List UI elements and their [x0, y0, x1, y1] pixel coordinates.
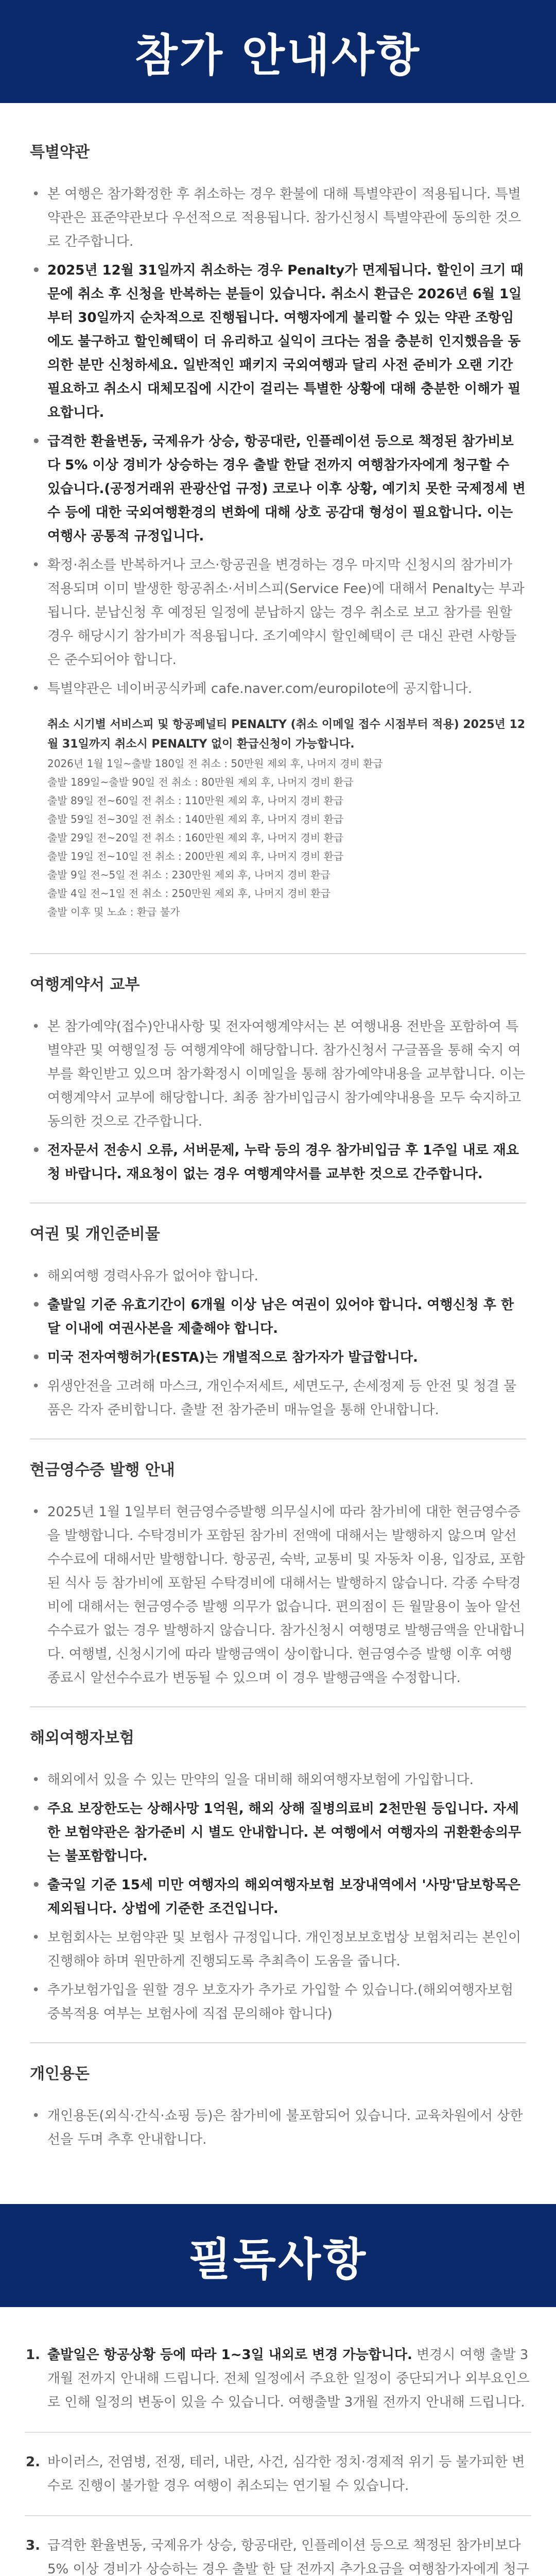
passport-block	[30, 1202, 526, 1438]
contract-list	[30, 1015, 526, 1186]
item-text: 변경시 여행 출발 3개월 전까지 안내해 드립니다. 전체 일정에서 주요한 일정이 중단되거나 외부요인으로 인해 일정의 변동이 있을 수 있습니다. 여행출발 3개월 전까지 안내해 드립니다.	[47, 2347, 530, 2410]
receipt-title: 현금영수증 발행 안내	[30, 1461, 175, 1479]
bullet-item: • 확정·취소를 반복하거나 코스·항공권을 변경하는 경우 마지막 신청시의 참가비가 적용되며 이미 발생한 항공취소·서비스피(Service Fee)에 대해서 Penalty는 부과됩니다. 분납신청 후 예정된 일정에 분납하지 않는 경우 취소로 보고 참가를 원할 경우 해당시기 참가비가 적용됩니다. 조기예약시 할인혜택이 큰 대신 관련 사항들은 준수되어야 합니다.	[30, 553, 526, 672]
item-text: 급격한 환율변동, 국제유가 상승, 항공대란, 인플레이션 등으로 책정된 참가비보다 5% 이상 경비가 상승하는 경우 출발 한 달 전까지 추가요금을 여행참가자에게 청구	[47, 2538, 529, 2576]
bullet-item: • 해외여행 경력사유가 없어야 합니다.	[30, 1264, 526, 1288]
must-read-title: 필독사항	[188, 2234, 368, 2285]
passport-list	[30, 1264, 526, 1422]
receipt-block	[30, 1438, 526, 1706]
receipt-list	[30, 1500, 526, 1690]
bullet-item: • 미국 전자여행허가(ESTA)는 개별적으로 참가자가 발급합니다.	[30, 1346, 526, 1369]
must-read-list	[25, 2343, 531, 2576]
bullet-item: • 출국일 기준 15세 미만 여행자의 해외여행자보험 보장내역에서 '사망'담보항목은 제외됩니다. 상법에 기준한 조건입니다.	[30, 1873, 526, 1921]
bullet-item: • 본 여행은 참가확정한 후 취소하는 경우 환불에 대해 특별약관이 적용됩니다. 특별약관은 표준약관보다 우선적으로 적용됩니다. 참가신청시 특별약관에 동의한 것으로 간주합니다.	[30, 182, 526, 253]
insurance-block	[30, 1706, 526, 2042]
cancel-fee-line: 출발 9일 전~5일 전 취소 : 230만원 제외 후, 나머지 경비 환급	[47, 869, 331, 881]
passport-title: 여권 및 개인준비물	[30, 1225, 160, 1243]
special-terms-list	[30, 182, 526, 701]
cancel-fee-line: 출발 89일 전~60일 전 취소 : 110만원 제외 후, 나머지 경비 환급	[47, 794, 344, 807]
cancel-fee-table	[47, 715, 526, 921]
bullet-item: • 전자문서 전송시 오류, 서버문제, 누락 등의 경우 참가비입금 후 1주일 내로 재요청 바랍니다. 재요청이 없는 경우 여행계약서를 교부한 것으로 간주합니다.	[30, 1139, 526, 1186]
bullet-item: • 위생안전을 고려해 마스크, 개인수저세트, 세면도구, 손세정제 등 안전 및 청결 물품은 각자 준비합니다. 출발 전 참가준비 매뉴얼을 통해 안내합니다.	[30, 1375, 526, 1422]
cancel-fee-line: 출발 19일 전~10일 전 취소 : 200만원 제외 후, 나머지 경비 환급	[47, 850, 344, 862]
bullet-item: • 특별약관은 네이버공식카페 cafe.naver.com/europilote에 공지합니다.	[30, 677, 526, 701]
pocket-money-block	[30, 2042, 526, 2168]
insurance-title: 해외여행자보험	[30, 1729, 134, 1747]
bullet-item: • 급격한 환율변동, 국제유가 상승, 항공대란, 인플레이션 등으로 책정된 참가비보다 5% 이상 경비가 상승하는 경우 출발 한달 전까지 여행참가자에게 청구할 수 있습니다.(공정거래위 관광산업 규정) 코로나 이후 상황, 예기치 못한 국제정세 변수 등에 대한 국외여행환경의 변화에 대해 상호 공감대 형성이 필요합니다. 이는 여행사 공통적 규정입니다.	[30, 430, 526, 548]
cancel-fee-title: 취소 시기별 서비스피 및 항공페널티 PENALTY (취소 이메일 접수 시점부터 적용) 2025년 12월 31일까지 취소시 PENALTY 없이 환급신청이 가능합니다.	[47, 718, 526, 751]
must-read-header	[0, 2204, 556, 2307]
bullet-item: • 2025년 1월 1일부터 현금영수증발행 의무실시에 따라 참가비에 대한 현금영수증을 발행합니다. 수탁경비가 포함된 참가비 전액에 대해서는 발행하지 않으며 알선수수료에 대해서만 발행합니다. 항공권, 숙박, 교통비 및 자동차 이용, 입장료, 포함된 식사 등 참가비에 포함된 수탁경비에 대해서는 발행하지 않습니다. 각종 수탁경비에 대해서는 현금영수증 발행 의무가 없습니다. 편의점이 든 월말용이 높아 알선수수료가 없는 경우 발행하지 않습니다. 참가신청시 여행명로 발행금액을 안내합니다. 여행별, 신청시기에 따라 발행금액이 상이합니다. 현금영수증 발행 이후 여행 종료시 알선수수료가 변동될 수 있으며 이 경우 발행금액을 수정합니다.	[30, 1500, 526, 1690]
must-read-item	[25, 2534, 531, 2576]
notice-title: 참가 안내사항	[134, 30, 422, 81]
bullet-item: • 개인용돈(외식·간식·쇼핑 등)은 참가비에 불포함되어 있습니다. 교육차원에서 상한선을 두며 추후 안내합니다.	[30, 2104, 526, 2151]
bullet-item: • 보험회사는 보험약관 및 보험사 규정입니다. 개인정보보호법상 보험처리는 본인이 진행해야 하며 원만하게 진행되도록 추최측이 도움을 줍니다.	[30, 1926, 526, 1973]
bullet-item: • 출발일 기준 유효기간이 6개월 이상 남은 여권이 있어야 합니다. 여행신청 후 한달 이내에 여권사본을 제출해야 합니다.	[30, 1293, 526, 1341]
special-terms-title: 특별약관	[30, 143, 90, 161]
cancel-fee-lines	[47, 754, 526, 921]
special-terms-block	[30, 139, 526, 953]
item-number: 2.	[26, 2454, 40, 2470]
cancel-fee-line: 2026년 1월 1일~출발 180일 전 취소 : 50만원 제외 후, 나머지 경비 환급	[47, 757, 383, 770]
insurance-list	[30, 1768, 526, 2026]
bullet-item: • 추가보험가입을 원할 경우 보호자가 추가로 가입할 수 있습니다.(해외여행자보험 중복적용 여부는 보험사에 직접 문의해야 합니다)	[30, 1978, 526, 2026]
item-text: 바이러스, 전염병, 전쟁, 테러, 내란, 사건, 심각한 정치·경제적 위기 등 불가피한 변수로 진행이 불가할 경우 여행이 취소되는 연기될 수 있습니다.	[47, 2454, 525, 2494]
item-lead: 출발일은 항공상황 등에 따라 1~3일 내외로 변경 가능합니다.	[47, 2347, 412, 2363]
must-read-item	[25, 2450, 531, 2516]
item-number: 1.	[26, 2347, 40, 2363]
bullet-item: • 2025년 12월 31일까지 취소하는 경우 Penalty가 면제됩니다. 할인이 크기 때문에 취소 후 신청을 반복하는 분들이 있습니다. 취소시 환급은 2026년 6월 1일부터 30일까지 순차적으로 진행됩니다. 여행자에게 불리할 수 있는 약관 조항임에도 불구하고 할인혜택이 더 유리하고 실익이 크다는 점을 충분히 인지했음을 동의한 분만 신청하세요. 일반적인 패키지 국외여행과 달리 사전 준비가 오랜 기간 필요하고 취소시 대체모집에 시간이 걸리는 특별한 상황에 대해 충분한 이해가 필요합니다.	[30, 259, 526, 425]
cancel-fee-line: 출발 이후 및 노쇼 : 환급 불가	[47, 906, 180, 918]
cancel-fee-line: 출발 59일 전~30일 전 취소 : 140만원 제외 후, 나머지 경비 환급	[47, 813, 344, 825]
notice-body	[0, 103, 556, 2204]
pocket-money-list	[30, 2104, 526, 2151]
item-number: 3.	[26, 2538, 40, 2553]
notice-header	[0, 0, 556, 103]
must-read-item	[25, 2343, 531, 2433]
cancel-fee-line: 출발 189일~출발 90일 전 취소 : 80만원 제외 후, 나머지 경비 환급	[47, 776, 354, 788]
bullet-item: • 본 참가예약(접수)안내사항 및 전자여행계약서는 본 여행내용 전반을 포함하여 특별약관 및 여행일정 등 여행계약에 해당합니다. 참가신청서 구글폼을 통해 숙지 여부를 확인받고 있으며 참가확정시 이메일을 통해 참가예약내용을 교부합니다. 이는 여행계약서 교부에 해당합니다. 최종 참가비입금시 참가예약내용을 모두 숙지하고 동의한 것으로 간주합니다.	[30, 1015, 526, 1133]
bullet-item: • 해외에서 있을 수 있는 만약의 일을 대비해 해외여행자보험에 가입합니다.	[30, 1768, 526, 1792]
cancel-fee-line: 출발 4일 전~1일 전 취소 : 250만원 제외 후, 나머지 경비 환급	[47, 887, 331, 900]
contract-block	[30, 953, 526, 1202]
cancel-fee-line: 출발 29일 전~20일 전 취소 : 160만원 제외 후, 나머지 경비 환급	[47, 832, 344, 844]
must-read-body	[0, 2307, 556, 2576]
pocket-money-title: 개인용돈	[30, 2065, 90, 2083]
contract-title: 여행계약서 교부	[30, 976, 140, 994]
bullet-item: • 주요 보장한도는 상해사망 1억원, 해외 상해 질병의료비 2천만원 등입니다. 자세한 보험약관은 참가준비 시 별도 안내합니다. 본 여행에서 여행자의 귀환환송의무는 불포함합니다.	[30, 1797, 526, 1868]
